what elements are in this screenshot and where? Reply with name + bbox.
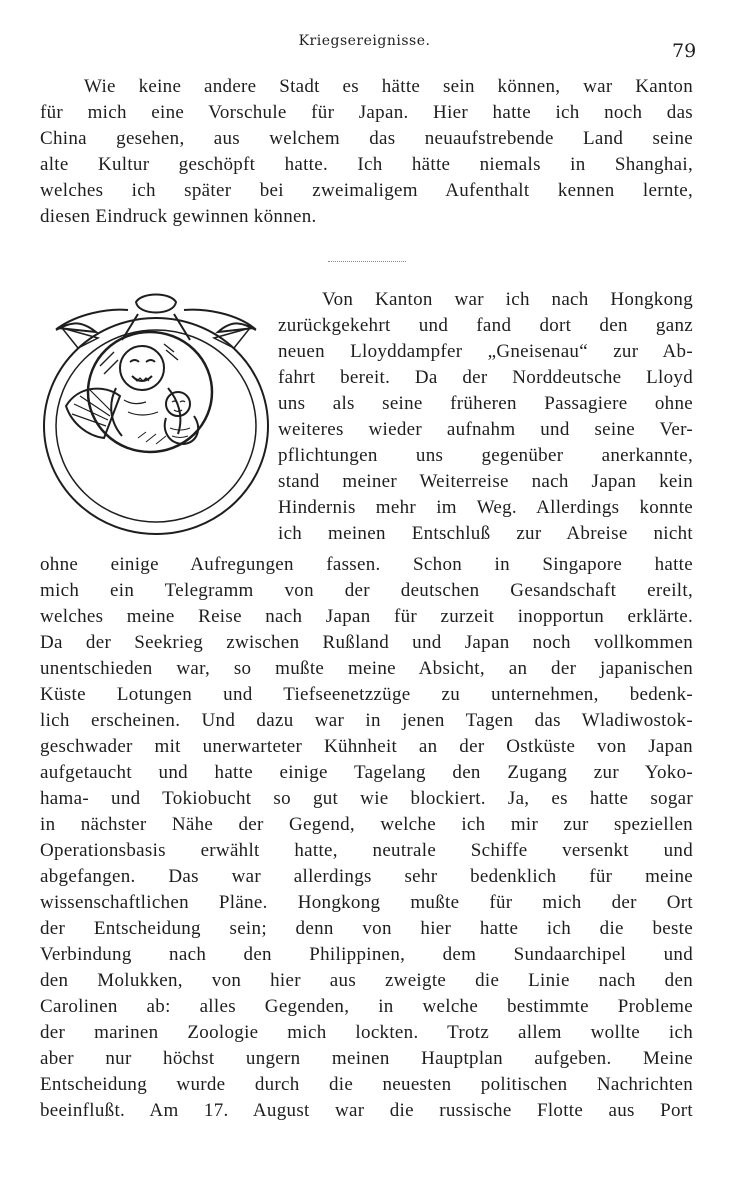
text-line: ohne einige Aufregungen fassen. Schon in Singapore hatte bbox=[40, 554, 693, 575]
text-line: Küste Lotungen und Tiefseenetzzüge zu unternehmen, bedenk- bbox=[40, 684, 693, 705]
section-separator bbox=[328, 261, 406, 262]
text-line: unentschieden war, so mußte meine Absicht, an der japanischen bbox=[40, 658, 693, 679]
text-line: den Molukken, von hier aus zweigte die Linie nach den bbox=[40, 970, 693, 991]
text-line: abgefangen. Das war allerdings sehr bedenklich für meine bbox=[40, 866, 693, 887]
running-title: Kriegsereignisse. bbox=[298, 33, 431, 49]
text-line: Von Kanton war ich nach Hongkong bbox=[322, 289, 693, 310]
text-line: Wie keine andere Stadt es hätte sein können, war Kanton bbox=[84, 76, 693, 97]
text-line: Hindernis mehr im Weg. Allerdings konnte bbox=[278, 497, 693, 518]
text-line: aber nur höchst ungern meinen Hauptplan aufgeben. Meine bbox=[40, 1048, 693, 1069]
text-line: geschwader mit unerwarteter Kühnheit an der Ostküste von Japan bbox=[40, 736, 693, 757]
text-line: Verbindung nach den Philippinen, dem Sundaarchipel und bbox=[40, 944, 693, 965]
text-line: welches meine Reise nach Japan für zurzeit inopportun erklärte. bbox=[40, 606, 693, 627]
laughing-figure-with-fan-vignette-icon bbox=[38, 288, 274, 538]
page-number: 79 bbox=[672, 40, 697, 62]
text-line: Entscheidung wurde durch die neuesten politischen Nachrichten bbox=[40, 1074, 693, 1095]
text-line: China gesehen, aus welchem das neuaufstrebende Land seine bbox=[40, 128, 693, 149]
text-line: lich erscheinen. Und dazu war in jenen Tagen das Wladiwostok- bbox=[40, 710, 693, 731]
text-line: weiteres wieder aufnahm und seine Ver- bbox=[278, 419, 693, 440]
text-line: ich meinen Entschluß zur Abreise nicht bbox=[278, 523, 693, 544]
text-line: neuen Lloyddampfer „Gneisenau“ zur Ab- bbox=[278, 341, 693, 362]
text-line: hama- und Tokiobucht so gut wie blockiert. Ja, es hatte sogar bbox=[40, 788, 693, 809]
text-line: diesen Eindruck gewinnen können. bbox=[40, 206, 317, 227]
text-line: uns als seine früheren Passagiere ohne bbox=[278, 393, 693, 414]
text-line: pflichtungen uns gegenüber anerkannte, bbox=[278, 445, 693, 466]
text-line: wissenschaftlichen Pläne. Hongkong mußte für mich der Ort bbox=[40, 892, 693, 913]
text-line: mich ein Telegramm von der deutschen Gesandschaft ereilt, bbox=[40, 580, 693, 601]
text-line: der Entscheidung sein; denn von hier hatte ich die beste bbox=[40, 918, 693, 939]
text-line: welches ich später bei zweimaligem Aufenthalt kennen lernte, bbox=[40, 180, 693, 201]
text-line: in nächster Nähe der Gegend, welche ich mir zur speziellen bbox=[40, 814, 693, 835]
text-line: Carolinen ab: alles Gegenden, in welche bestimmte Probleme bbox=[40, 996, 693, 1017]
text-line: Operationsbasis erwählt hatte, neutrale Schiffe versenkt und bbox=[40, 840, 693, 861]
text-line: beeinflußt. Am 17. August war die russische Flotte aus Port bbox=[40, 1100, 693, 1121]
text-line: der marinen Zoologie mich lockten. Trotz allem wollte ich bbox=[40, 1022, 693, 1043]
text-line: zurückgekehrt und fand dort den ganz bbox=[278, 315, 693, 336]
text-line: stand meiner Weiterreise nach Japan kein bbox=[278, 471, 693, 492]
text-line: aufgetaucht und hatte einige Tagelang den Zugang zur Yoko- bbox=[40, 762, 693, 783]
text-line: für mich eine Vorschule für Japan. Hier hatte ich noch das bbox=[40, 102, 693, 123]
text-line: fahrt bereit. Da der Norddeutsche Lloyd bbox=[278, 367, 693, 388]
text-line: Da der Seekrieg zwischen Rußland und Japan noch vollkommen bbox=[40, 632, 693, 653]
text-line: alte Kultur geschöpft hatte. Ich hätte niemals in Shanghai, bbox=[40, 154, 693, 175]
